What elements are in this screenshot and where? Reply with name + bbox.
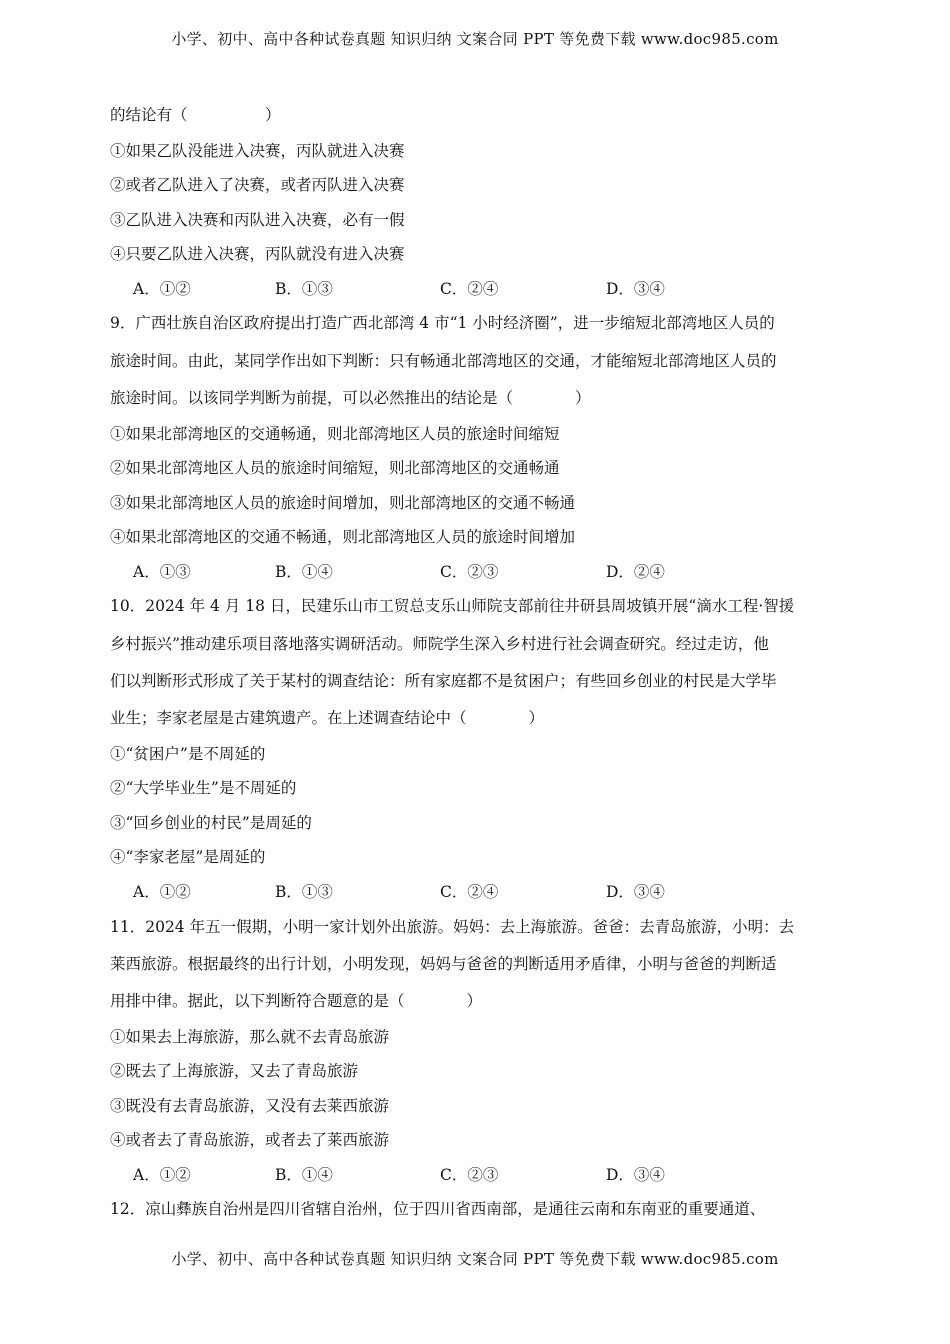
q9-statement-3: ③如果北部湾地区人员的旅途时间增加，则北部湾地区的交通不畅通	[110, 494, 576, 512]
q9-statement-4: ④如果北部湾地区的交通不畅通，则北部湾地区人员的旅途时间增加	[110, 528, 576, 546]
q10-statement-1: ①“贫困户”是不周延的	[110, 745, 266, 763]
page-header: 小学、初中、高中各种试卷真题 知识归纳 文案合同 PPT 等免费下载 www.doc985.com	[171, 30, 779, 48]
q8-statement-3: ③乙队进入决赛和丙队进入决赛，必有一假	[110, 211, 405, 229]
q10-option-d[interactable]: D．③④	[606, 883, 665, 901]
q11-statement-4: ④或者去了青岛旅游，或者去了莱西旅游	[110, 1131, 390, 1149]
q9-option-b[interactable]: B．①④	[275, 563, 333, 581]
q10-statement-4: ④“李家老屋”是周延的	[110, 848, 266, 866]
q8-option-a[interactable]: A．①②	[133, 280, 191, 298]
q11-stem-line-1: 11．2024 年五一假期，小明一家计划外出旅游。妈妈：去上海旅游。爸爸：去青岛旅游，小明：去	[110, 918, 795, 936]
q10-option-b[interactable]: B．①③	[275, 883, 333, 901]
q9-statement-1: ①如果北部湾地区的交通畅通，则北部湾地区人员的旅途时间缩短	[110, 425, 560, 443]
q9-stem-line-2: 旅途时间。由此，某同学作出如下判断：只有畅通北部湾地区的交通，才能缩短北部湾地区人员的	[110, 352, 777, 370]
q11-option-c[interactable]: C．②③	[440, 1166, 499, 1184]
q10-stem-line-2: 乡村振兴”推动建乐项目落地落实调研活动。师院学生深入乡村进行社会调查研究。经过走访，他	[110, 635, 769, 653]
q11-statement-2: ②既去了上海旅游，又去了青岛旅游	[110, 1062, 359, 1080]
q10-statement-2: ②“大学毕业生”是不周延的	[110, 779, 297, 797]
q8-statement-4: ④只要乙队进入决赛，丙队就没有进入决赛	[110, 245, 405, 263]
q8-option-b[interactable]: B．①③	[275, 280, 333, 298]
page-footer: 小学、初中、高中各种试卷真题 知识归纳 文案合同 PPT 等免费下载 www.doc985.com	[171, 1250, 779, 1268]
q9-option-a[interactable]: A．①③	[133, 563, 191, 581]
q9-option-d[interactable]: D．②④	[606, 563, 665, 581]
q8-statement-1: ①如果乙队没能进入决赛，丙队就进入决赛	[110, 142, 405, 160]
q8-option-c[interactable]: C．②④	[440, 280, 499, 298]
q12-stem-line-1: 12．凉山彝族自治州是四川省辖自治州，位于四川省西南部，是通往云南和东南亚的重要通道、	[110, 1200, 766, 1218]
q8-statement-2: ②或者乙队进入了决赛，或者丙队进入决赛	[110, 176, 405, 194]
q11-statement-3: ③既没有去青岛旅游，又没有去莱西旅游	[110, 1097, 390, 1115]
q11-stem-line-3: 用排中律。据此，以下判断符合题意的是（ ）	[110, 992, 483, 1010]
q11-option-b[interactable]: B．①④	[275, 1166, 333, 1184]
q8-stem-tail: 的结论有（ ）	[110, 106, 281, 124]
q9-option-c[interactable]: C．②③	[440, 563, 499, 581]
q9-stem-line-3: 旅途时间。以该同学判断为前提，可以必然推出的结论是（ ）	[110, 389, 591, 407]
q10-option-c[interactable]: C．②④	[440, 883, 499, 901]
q11-statement-1: ①如果去上海旅游，那么就不去青岛旅游	[110, 1028, 390, 1046]
q8-option-d[interactable]: D．③④	[606, 280, 665, 298]
q10-stem-line-3: 们以判断形式形成了关于某村的调查结论：所有家庭都不是贫困户；有些回乡创业的村民是大学毕	[110, 672, 777, 690]
q10-stem-line-4: 业生；李家老屋是古建筑遗产。在上述调查结论中（ ）	[110, 709, 545, 727]
q10-statement-3: ③“回乡创业的村民”是周延的	[110, 814, 312, 832]
q9-statement-2: ②如果北部湾地区人员的旅途时间缩短，则北部湾地区的交通畅通	[110, 459, 560, 477]
q11-option-a[interactable]: A．①②	[133, 1166, 191, 1184]
q10-stem-line-1: 10．2024 年 4 月 18 日，民建乐山市工贸总支乐山师院支部前往井研县周坡镇开展“滴水工程·智援	[110, 597, 795, 615]
q10-option-a[interactable]: A．①②	[133, 883, 191, 901]
q11-option-d[interactable]: D．③④	[606, 1166, 665, 1184]
q11-stem-line-2: 莱西旅游。根据最终的出行计划，小明发现，妈妈与爸爸的判断适用矛盾律，小明与爸爸的判断适	[110, 955, 777, 973]
q9-stem-line-1: 9．广西壮族自治区政府提出打造广西北部湾 4 市“1 小时经济圈”，进一步缩短北部湾地区人员的	[110, 314, 775, 332]
